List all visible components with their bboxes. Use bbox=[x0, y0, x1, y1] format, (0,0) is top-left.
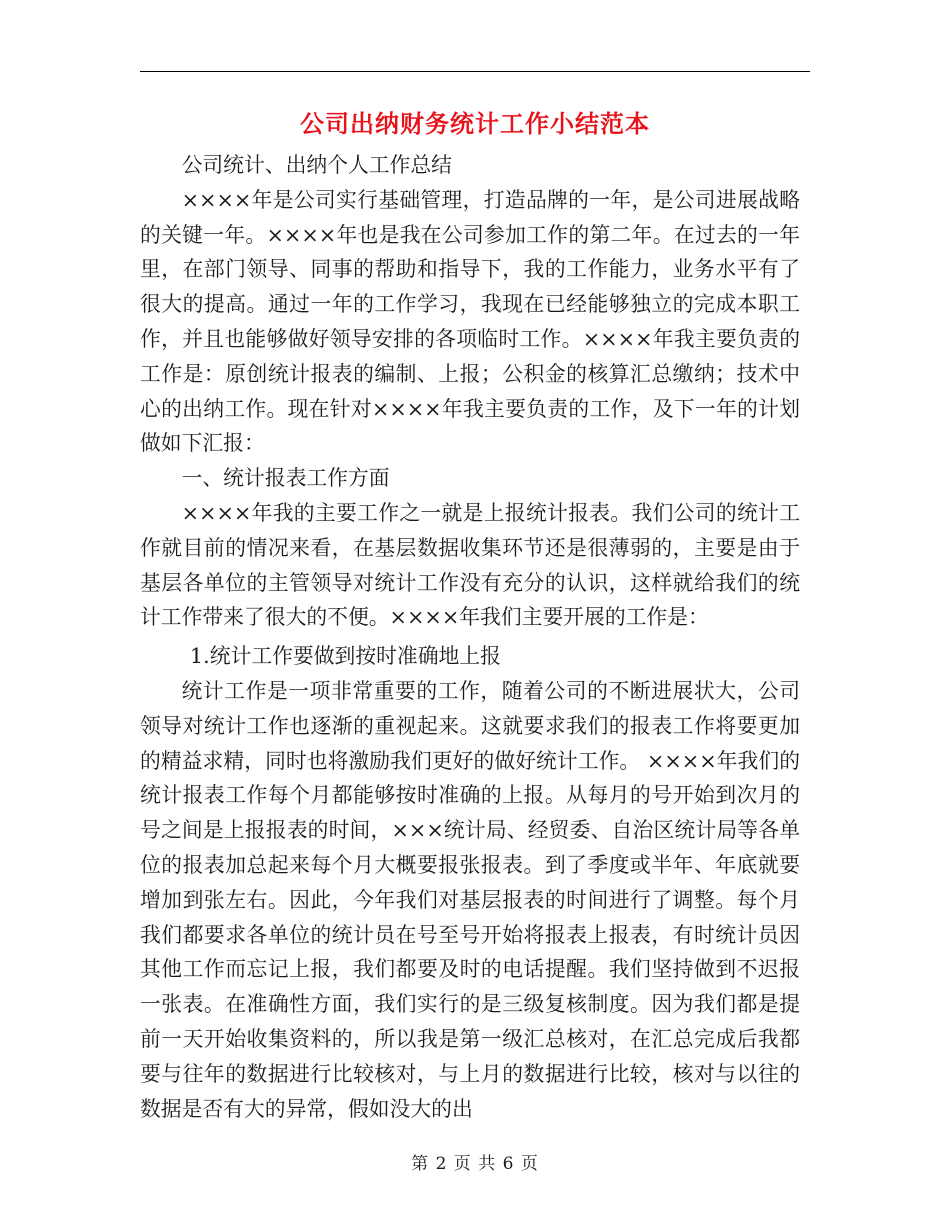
page-footer: 第 2 页 共 6 页 bbox=[411, 1154, 539, 1174]
paragraph-intro: ××××年是公司实行基础管理，打造品牌的一年，是公司进展战略的关键一年。××××年也是我在公司参加工作的第二年。在过去的一年里，在部门领导、同事的帮助和指导下，我的工作能力，业务水平有了很大的提高。通过一年的工作学习，我现在已经能够独立的完成本职工作，并且也能够做好领导安排的各项临时工作。××××年我主要负责的工作是：原创统计报表的编制、上报；公积金的核算汇总缴纳；技术中心的出纳工作。现在针对××××年我主要负责的工作，及下一年的计划做如下汇报： bbox=[140, 187, 800, 456]
paragraph-detail: 统计工作是一项非常重要的工作，随着公司的不断进展状大，公司领导对统计工作也逐渐的重视起来。这就要求我们的报表工作将要更加的精益求精，同时也将激励我们更好的做好统计工作。 ××××年我们的统计报表工作每个月都能够按时准确的上报。从每月的号开始到次月的号之间是上报报表的时间，×××统计局、经贸委、自治区统计局等各单位的报表加总起来每个月大概要报张报表。到了季度或半年、年底就要增加到张左右。因此，今年我们对基层报表的时间进行了调整。每个月我们都要求各单位的统计员在号至号开始将报表上报表，有时统计员因其他工作而忘记上报，我们都要及时的电话提醒。我们坚持做到不迟报一张表。在准确性方面，我们实行的是三级复核制度。因为我们都是提前一天开始收集资料的，所以我是第一级汇总核对，在汇总完成后我都要与往年的数据进行比较核对，与上月的数据进行比较，核对与以往的数据是否有大的异常，假如没大的出 bbox=[140, 678, 800, 1121]
document-body bbox=[140, 148, 800, 1126]
paragraph-subtitle: 公司统计、出纳个人工作总结 bbox=[181, 153, 452, 177]
document-title: 公司出纳财务统计工作小结范本 bbox=[300, 109, 650, 138]
paragraph-section-intro: ××××年我的主要工作之一就是上报统计报表。我们公司的统计工作就目前的情况来看，在基层数据收集环节还是很薄弱的，主要是由于基层各单位的主管领导对统计工作没有充分的认识，这样就给我们的统计工作带来了很大的不便。××××年我们主要开展的工作是： bbox=[140, 500, 800, 630]
header-rule bbox=[140, 71, 810, 72]
numbered-heading: 1.统计工作要做到按时准确地上报 bbox=[189, 644, 501, 669]
section-heading: 一、统计报表工作方面 bbox=[181, 466, 390, 491]
